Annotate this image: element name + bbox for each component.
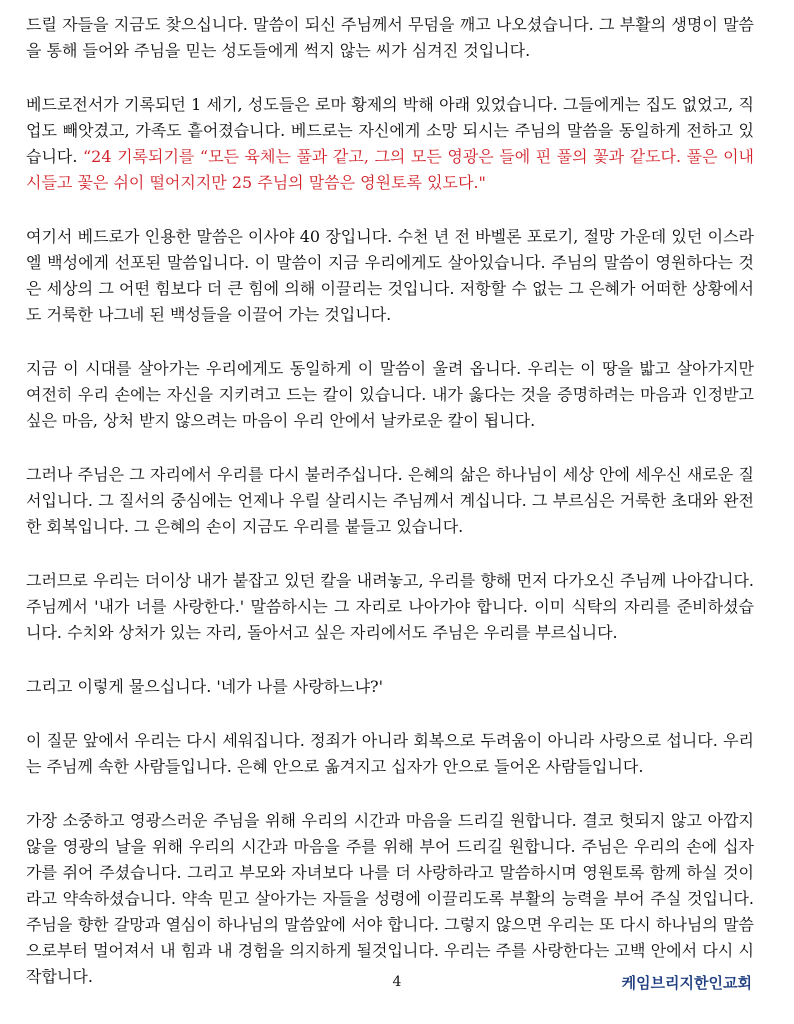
scripture-quote: “24 기록되기를 “모든 육체는 풀과 같고, 그의 모든 영광은 들에 핀 풀의 꽃과 같도다. 풀은 이내 시들고 꽃은 쉬이 떨어지지만 25 주님의 말씀은 영원토록 있도다." <box>26 147 754 192</box>
paragraph-text: 가장 소중하고 영광스러운 주님을 위해 우리의 시간과 마음을 드리길 원합니다. 결코 헛되지 않고 아깝지 않을 영광의 날을 위해 우리의 시간과 마음을 주를 위해 부어 드리길 원합니다. 주님은 우리의 손에 십자가를 쥐어 주셨습니다. 그리고 부모와 자녀보다 나를 더 사랑하라고 말씀하시며 영원토록 함께 하실 것이라고 약속하셨습니다. 약속 믿고 살아가는 자들을 성령에 이끌리도록 부활의 능력을 부어 주실 것입니다. 주님을 향한 갈망과 열심이 하나님의 말씀앞에 서야 합니다. 그렇지 않으면 우리는 또 다시 하나님의 말씀으로부터 멀어져서 내 힘과 내 경험을 의지하게 될것입니다. 우리는 주를 사랑한다는 고백 안에서 다시 시작합니다. <box>26 811 754 986</box>
paragraph-3 <box>26 224 754 328</box>
sermon-body <box>26 12 754 1018</box>
paragraph-5 <box>26 462 754 540</box>
paragraph-1 <box>26 12 754 64</box>
paragraph-text: 지금 이 시대를 살아가는 우리에게도 동일하게 이 말씀이 울려 옵니다. 우리는 이 땅을 밟고 살아가지만 여전히 우리 손에는 자신을 지키려고 드는 칼이 있습니다. 내가 옳다는 것을 증명하려는 마음과 인정받고 싶은 마음, 상처 받지 않으려는 마음이 우리 안에서 날카로운 칼이 됩니다. <box>26 359 754 430</box>
paragraph-8 <box>26 728 754 780</box>
paragraph-2 <box>26 92 754 196</box>
paragraph-text: 이 질문 앞에서 우리는 다시 세워집니다. 정죄가 아니라 회복으로 두려움이 아니라 사랑으로 섭니다. 우리는 주님께 속한 사람들입니다. 은혜 안으로 옮겨지고 십자가 안으로 들어온 사람들입니다. <box>26 731 754 776</box>
paragraph-text: 베드로전서가 기록되던 1 세기, 성도들은 로마 황제의 박해 아래 있었습니다. 그들에게는 집도 없었고, 직업도 빼앗겼고, 가족도 흩어졌습니다. 베드로는 자신에게 소망 되시는 주님의 말씀을 동일하게 전하고 있습니다. <box>26 95 754 166</box>
paragraph-9 <box>26 808 754 990</box>
paragraph-text: 그리고 이렇게 물으십니다. '네가 나를 사랑하느냐?' <box>26 677 384 696</box>
church-name: 케임브리지한인교회 <box>621 974 752 992</box>
page-number: 4 <box>392 974 402 990</box>
paragraph-7 <box>26 674 754 700</box>
paragraph-6 <box>26 568 754 646</box>
paragraph-text: 드릴 자들을 지금도 찾으십니다. 말씀이 되신 주님께서 무덤을 깨고 나오셨습니다. 그 부활의 생명이 말씀을 통해 들어와 주님을 믿는 성도들에게 썩지 않는 씨가 심겨진 것입니다. <box>26 15 754 60</box>
paragraph-text: 그러나 주님은 그 자리에서 우리를 다시 불러주십니다. 은혜의 삶은 하나님이 세상 안에 세우신 새로운 질서입니다. 그 질서의 중심에는 언제나 우릴 살리시는 주님께서 계십니다. 그 부르심은 거룩한 초대와 완전한 회복입니다. 그 은혜의 손이 지금도 우리를 붙들고 있습니다. <box>26 465 754 536</box>
paragraph-text: 그러므로 우리는 더이상 내가 붙잡고 있던 칼을 내려놓고, 우리를 향해 먼저 다가오신 주님께 나아갑니다. 주님께서 '내가 너를 사랑한다.' 말씀하시는 그 자리로 나아가야 합니다. 이미 식탁의 자리를 준비하셨습니다. 수치와 상처가 있는 자리, 돌아서고 싶은 자리에서도 주님은 우리를 부르십니다. <box>26 571 754 642</box>
paragraph-4 <box>26 356 754 434</box>
paragraph-text: 여기서 베드로가 인용한 말씀은 이사야 40 장입니다. 수천 년 전 바벨론 포로기, 절망 가운데 있던 이스라엘 백성에게 선포된 말씀입니다. 이 말씀이 지금 우리에게도 살아있습니다. 주님의 말씀이 영원하다는 것은 세상의 그 어떤 힘보다 더 큰 힘에 의해 이끌리는 것입니다. 저항할 수 없는 그 은혜가 어떠한 상황에서도 거룩한 나그네 된 백성들을 이끌어 가는 것입니다. <box>26 227 754 324</box>
